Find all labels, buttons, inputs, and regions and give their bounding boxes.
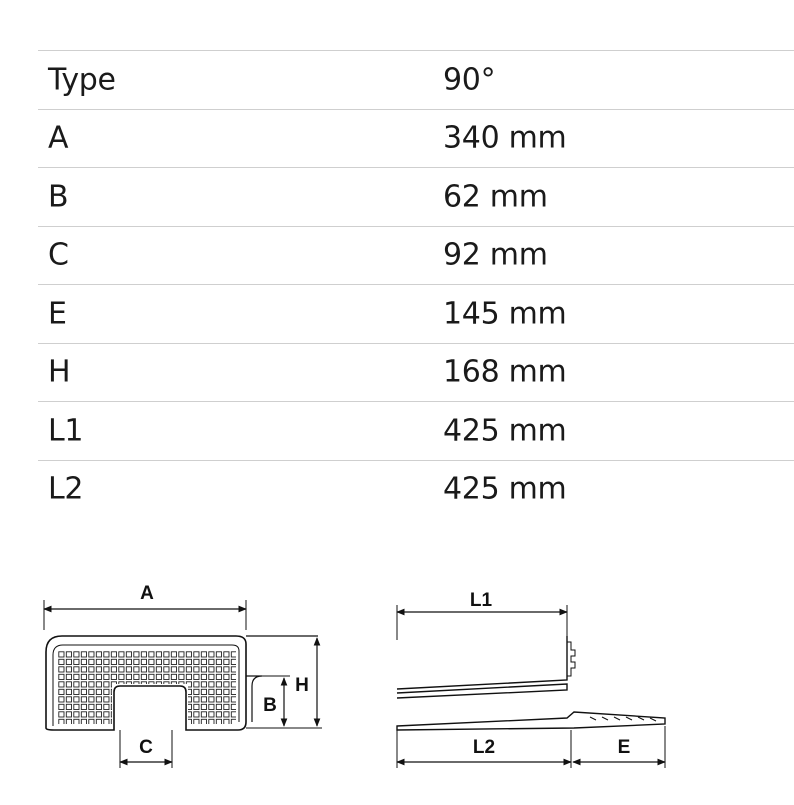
side-rib-detail	[590, 717, 656, 721]
spec-row-type	[38, 50, 794, 109]
spec-value: 90°	[443, 62, 496, 98]
spec-key: Type	[48, 62, 116, 98]
spec-key: E	[48, 296, 67, 332]
spec-value: 425 mm	[443, 471, 567, 507]
spec-key: B	[48, 179, 69, 215]
spec-row-a	[38, 109, 794, 168]
spec-row-c	[38, 226, 794, 285]
spec-key: H	[48, 354, 71, 390]
spec-key: A	[48, 120, 69, 156]
dim-e-label: E	[617, 737, 631, 758]
side-step-detail	[567, 642, 575, 676]
dim-l1-label: L1	[469, 590, 493, 611]
spec-row-l2	[38, 460, 794, 519]
side-base-outline	[397, 712, 665, 730]
spec-value: 62 mm	[443, 179, 548, 215]
spec-value: 425 mm	[443, 413, 567, 449]
dim-l2-label: L2	[472, 737, 496, 758]
spec-key: L2	[48, 471, 84, 507]
spec-value: 145 mm	[443, 296, 567, 332]
technical-drawing	[0, 560, 794, 805]
spec-value: 92 mm	[443, 237, 548, 273]
dim-h-label: H	[295, 675, 309, 696]
spec-key: L1	[48, 413, 84, 449]
spec-row-h	[38, 343, 794, 402]
side-view	[397, 590, 665, 768]
front-grid-area	[58, 651, 236, 724]
spec-value: 340 mm	[443, 120, 567, 156]
spec-value: 168 mm	[443, 354, 567, 390]
dim-b-label: B	[263, 695, 277, 716]
spec-row-b	[38, 167, 794, 226]
side-upper-outline	[397, 636, 567, 698]
spec-table	[38, 50, 794, 518]
spec-row-l1	[38, 401, 794, 460]
front-view	[44, 583, 322, 768]
dim-a-label: A	[140, 583, 154, 604]
spec-row-e	[38, 284, 794, 343]
spec-key: C	[48, 237, 69, 273]
dim-c-label: C	[139, 737, 153, 758]
